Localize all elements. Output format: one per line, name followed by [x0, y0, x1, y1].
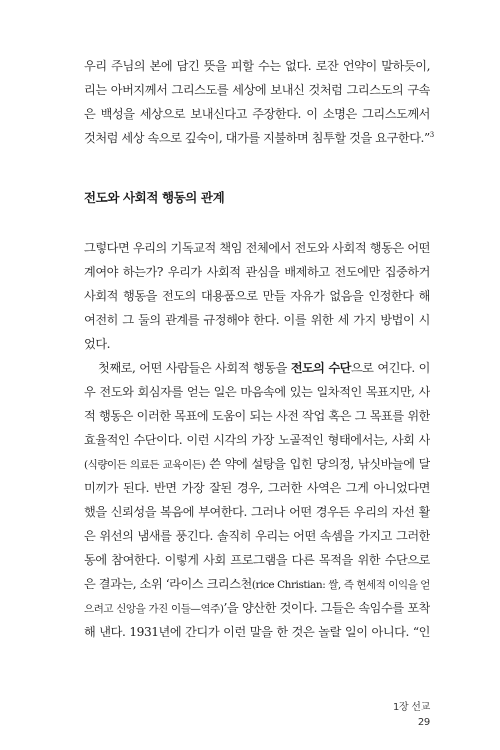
paragraph-lausanne-quote — [84, 54, 434, 150]
text-segment: 첫째로, 어떤 사람들은 사회적 행동을 — [98, 361, 291, 375]
text-segment: 은 결과는, 소위 ‘라이스 크리스천 — [84, 577, 252, 591]
text-line — [84, 452, 430, 476]
paragraph-relationship-intro — [84, 236, 430, 356]
text-line: 사회적 행동을 전도의 대용품으로 만들 자유가 없음을 인정한다 해 — [84, 289, 430, 303]
text-line: 동에 참여한다. 이렇게 사회 프로그램을 다른 목적을 위한 수단으로 — [84, 553, 430, 567]
running-footer — [393, 700, 430, 730]
page-number: 29 — [417, 717, 430, 728]
text-line: 었다. — [84, 337, 111, 351]
text-line — [84, 356, 430, 380]
paragraph-means-of-evangelism — [84, 356, 430, 644]
text-line: 적 행동은 이러한 목표에 도움이 되는 사전 작업 혹은 그 목표를 위한 — [84, 409, 430, 423]
text-segment: 쓴 약에 설탕을 입힌 당의정, 낚싯바늘에 달 — [209, 457, 430, 471]
text-line — [84, 572, 430, 596]
text-line: 우 전도와 회심자를 얻는 일은 마음속에 있는 일차적인 목표지만, 사 — [84, 385, 430, 399]
text-line: 해 낸다. 1931년에 간디가 이런 말을 한 것은 놀랄 일이 아니다. “인 — [84, 625, 430, 639]
text-line — [84, 126, 434, 150]
text-segment: ’을 양산한 것이다. 그들은 속임수를 포착 — [223, 601, 430, 615]
text-line: 미끼가 된다. 반면 가장 잘된 경우, 그러한 사역은 그게 아니었다면 — [84, 481, 430, 495]
page-body — [84, 54, 434, 644]
text-line: 리는 아버지께서 그리스도를 세상에 보내신 것처럼 그리스도의 구속 — [84, 83, 430, 97]
text-line: 은 백성을 세상으로 보내신다고 주장한다. 이 소명은 그리스도께서 — [84, 107, 430, 121]
text-line: 은 위선의 냄새를 풍긴다. 솔직히 우리는 어떤 속셈을 가지고 그러한 — [84, 529, 430, 543]
text-line: 했을 신뢰성을 복음에 부여한다. 그러나 어떤 경우든 우리의 자선 활 — [84, 505, 430, 519]
emphasis-text: 전도의 수단 — [290, 361, 351, 375]
section-heading: 전도와 사회적 행동의 관계 — [84, 190, 225, 205]
text-line — [84, 596, 430, 620]
text-line: 그렇다면 우리의 기독교적 책임 전체에서 전도와 사회적 행동은 어떤 — [84, 241, 430, 255]
parenthetical-text: (rice Christian: 쌀, 즉 현세적 이익을 얻 — [251, 579, 430, 591]
chapter-title: 1장 선교 — [392, 702, 430, 713]
footnote-marker: 3 — [429, 130, 434, 139]
text-line: 효율적인 수단이다. 이런 시각의 가장 노골적인 형태에서는, 사회 사 — [84, 433, 430, 447]
text-line: 우리 주님의 본에 담긴 뜻을 피할 수는 없다. 로잔 언약이 말하듯이, — [84, 59, 430, 73]
parenthetical-text: 으려고 신앙을 가진 이들—역주) — [84, 603, 224, 615]
text-line: 계여야 하는가? 우리가 사회적 관심을 배제하고 전도에만 집중하거 — [84, 265, 430, 279]
text-segment: 것처럼 세상 속으로 깊숙이, 대가를 지불하며 침투할 것을 요구한다.” — [84, 131, 430, 145]
parenthetical-text: (식량이든 의료든 교육이든) — [84, 459, 206, 471]
text-line: 여전히 그 둘의 관계를 규정해야 한다. 이를 위한 세 가지 방법이 시 — [84, 313, 430, 327]
text-segment: 으로 여긴다. 이 — [350, 361, 430, 375]
